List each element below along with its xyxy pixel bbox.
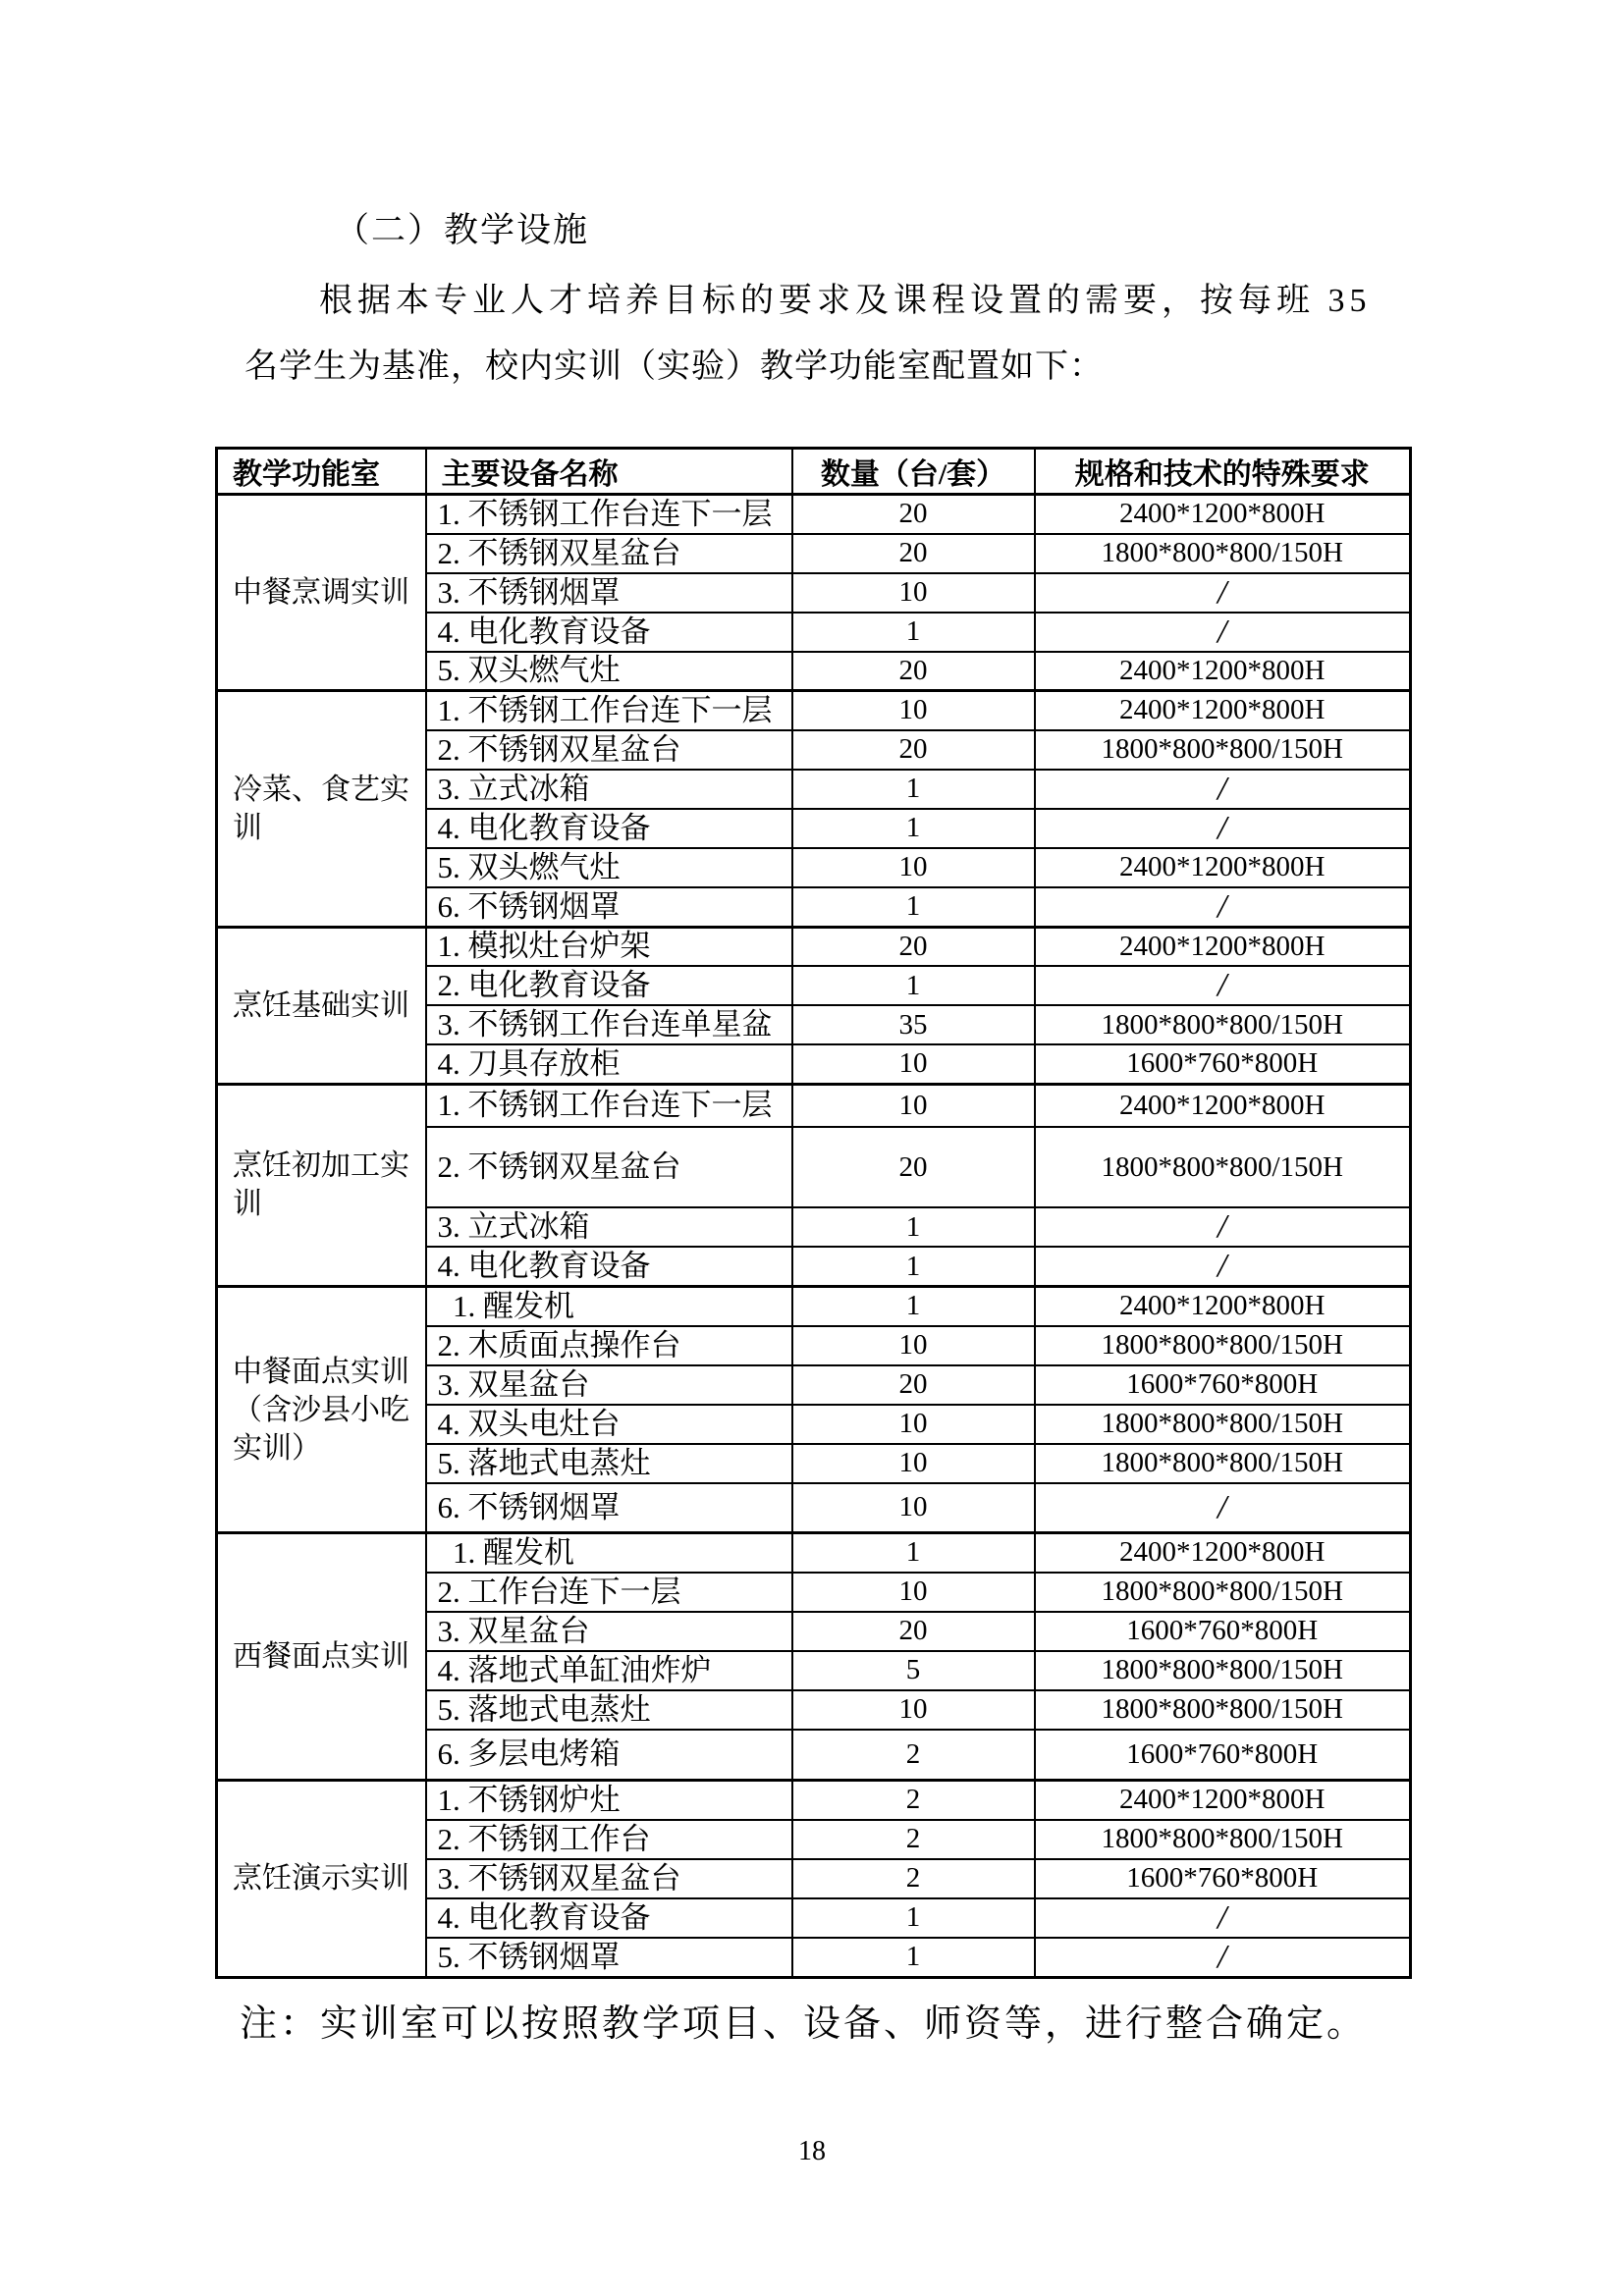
spec-cell: 1800*800*800/150H [1035,534,1411,573]
quantity-cell: 2 [792,1820,1035,1859]
spec-cell: 1800*800*800/150H [1035,1405,1411,1444]
device-cell: 4. 刀具存放柜 [426,1044,792,1084]
spec-cell: 1600*760*800H [1035,1612,1411,1651]
footnote: 注：实训室可以按照教学项目、设备、师资等，进行整合确定。 [240,2003,1368,2045]
spec-cell: 2400*1200*800H [1035,495,1411,534]
quantity-cell: 10 [792,573,1035,613]
section-heading: （二）教学设施 [335,211,590,249]
device-cell: 6. 多层电烤箱 [426,1730,792,1781]
device-cell: 4. 双头电灶台 [426,1405,792,1444]
device-cell: 3. 不锈钢烟罩 [426,573,792,613]
table-row [217,495,1411,534]
spec-cell: 1800*800*800/150H [1035,1444,1411,1483]
spec-cell: 1800*800*800/150H [1035,1127,1411,1207]
spec-cell: 1600*760*800H [1035,1859,1411,1898]
spec-cell: 1800*800*800/150H [1035,1573,1411,1612]
spec-cell: / [1035,966,1411,1005]
room-cell: 烹饪基础实训 [217,927,426,1084]
device-cell: 3. 立式冰箱 [426,770,792,809]
room-cell: 烹饪演示实训 [217,1781,426,1978]
spec-cell: 1600*760*800H [1035,1365,1411,1405]
room-cell: 中餐烹调实训 [217,495,426,691]
device-cell: 5. 双头燃气灶 [426,848,792,887]
table-row [217,1781,1411,1820]
quantity-cell: 1 [792,1287,1035,1326]
intro-paragraph-line2: 名学生为基准，校内实训（实验）教学功能室配置如下： [244,348,1104,385]
quantity-cell: 20 [792,730,1035,770]
quantity-cell: 20 [792,1612,1035,1651]
page-number: 18 [798,2136,826,2166]
device-cell: 6. 不锈钢烟罩 [426,887,792,928]
quantity-cell: 35 [792,1005,1035,1044]
spec-cell: 1800*800*800/150H [1035,1690,1411,1730]
device-cell: 4. 电化教育设备 [426,1898,792,1938]
spec-cell: / [1035,1938,1411,1978]
column-header: 主要设备名称 [426,449,792,495]
spec-cell: 2400*1200*800H [1035,1533,1411,1573]
table-row [217,1287,1411,1326]
quantity-cell: 20 [792,652,1035,691]
table-row [217,691,1411,730]
quantity-cell: 10 [792,1084,1035,1127]
device-cell: 1. 不锈钢工作台连下一层 [426,1084,792,1127]
intro-paragraph-line1: 根据本专业人才培养目标的要求及课程设置的需要，按每班 35 [319,283,1372,319]
quantity-cell: 10 [792,1573,1035,1612]
device-cell: 5. 双头燃气灶 [426,652,792,691]
spec-cell: 2400*1200*800H [1035,927,1411,966]
quantity-cell: 1 [792,1247,1035,1287]
quantity-cell: 1 [792,1207,1035,1247]
quantity-cell: 10 [792,1444,1035,1483]
room-cell: 中餐面点实训（含沙县小吃实训） [217,1287,426,1533]
quantity-cell: 1 [792,809,1035,848]
quantity-cell: 20 [792,534,1035,573]
table-row [217,1084,1411,1127]
device-cell: 1. 不锈钢工作台连下一层 [426,495,792,534]
spec-cell: 1800*800*800/150H [1035,1005,1411,1044]
column-header: 教学功能室 [217,449,426,495]
quantity-cell: 2 [792,1781,1035,1820]
quantity-cell: 1 [792,613,1035,652]
quantity-cell: 10 [792,1044,1035,1084]
spec-cell: / [1035,573,1411,613]
column-header: 规格和技术的特殊要求 [1035,449,1411,495]
quantity-cell: 1 [792,770,1035,809]
device-cell: 1. 醒发机 [426,1533,792,1573]
device-cell: 2. 电化教育设备 [426,966,792,1005]
spec-cell: 2400*1200*800H [1035,691,1411,730]
spec-cell: 2400*1200*800H [1035,1084,1411,1127]
device-cell: 4. 电化教育设备 [426,809,792,848]
device-cell: 1. 不锈钢炉灶 [426,1781,792,1820]
device-cell: 2. 木质面点操作台 [426,1326,792,1365]
spec-cell: / [1035,1207,1411,1247]
device-cell: 4. 电化教育设备 [426,1247,792,1287]
quantity-cell: 1 [792,887,1035,928]
room-cell: 冷菜、食艺实训 [217,691,426,928]
quantity-cell: 10 [792,691,1035,730]
device-cell: 2. 工作台连下一层 [426,1573,792,1612]
device-cell: 1. 不锈钢工作台连下一层 [426,691,792,730]
quantity-cell: 2 [792,1730,1035,1781]
quantity-cell: 10 [792,848,1035,887]
table-row [217,1533,1411,1573]
table-row [217,927,1411,966]
quantity-cell: 10 [792,1326,1035,1365]
quantity-cell: 1 [792,1533,1035,1573]
table-header-row [217,449,1411,495]
room-cell: 烹饪初加工实训 [217,1084,426,1287]
spec-cell: 1600*760*800H [1035,1730,1411,1781]
quantity-cell: 20 [792,1365,1035,1405]
spec-cell: 1800*800*800/150H [1035,1326,1411,1365]
spec-cell: / [1035,1898,1411,1938]
quantity-cell: 2 [792,1859,1035,1898]
device-cell: 2. 不锈钢双星盆台 [426,534,792,573]
spec-cell: / [1035,1483,1411,1533]
device-cell: 2. 不锈钢双星盆台 [426,730,792,770]
quantity-cell: 10 [792,1405,1035,1444]
device-cell: 3. 双星盆台 [426,1612,792,1651]
spec-cell: 1800*800*800/150H [1035,1820,1411,1859]
device-cell: 6. 不锈钢烟罩 [426,1483,792,1533]
quantity-cell: 1 [792,1938,1035,1978]
device-cell: 4. 电化教育设备 [426,613,792,652]
spec-cell: 1800*800*800/150H [1035,730,1411,770]
facilities-table [215,447,1412,1979]
quantity-cell: 1 [792,966,1035,1005]
spec-cell: 1800*800*800/150H [1035,1651,1411,1690]
device-cell: 5. 落地式电蒸灶 [426,1690,792,1730]
table-body [217,495,1411,1978]
quantity-cell: 20 [792,1127,1035,1207]
spec-cell: / [1035,613,1411,652]
spec-cell: / [1035,809,1411,848]
spec-cell: 2400*1200*800H [1035,848,1411,887]
spec-cell: 2400*1200*800H [1035,652,1411,691]
device-cell: 3. 双星盆台 [426,1365,792,1405]
device-cell: 4. 落地式单缸油炸炉 [426,1651,792,1690]
device-cell: 3. 不锈钢双星盆台 [426,1859,792,1898]
spec-cell: / [1035,770,1411,809]
spec-cell: 2400*1200*800H [1035,1287,1411,1326]
room-cell: 西餐面点实训 [217,1533,426,1781]
quantity-cell: 20 [792,495,1035,534]
quantity-cell: 10 [792,1483,1035,1533]
quantity-cell: 5 [792,1651,1035,1690]
device-cell: 3. 不锈钢工作台连单星盆 [426,1005,792,1044]
quantity-cell: 1 [792,1898,1035,1938]
device-cell: 3. 立式冰箱 [426,1207,792,1247]
device-cell: 5. 不锈钢烟罩 [426,1938,792,1978]
column-header: 数量（台/套） [792,449,1035,495]
device-cell: 5. 落地式电蒸灶 [426,1444,792,1483]
spec-cell: 1600*760*800H [1035,1044,1411,1084]
quantity-cell: 10 [792,1690,1035,1730]
device-cell: 2. 不锈钢工作台 [426,1820,792,1859]
device-cell: 2. 不锈钢双星盆台 [426,1127,792,1207]
spec-cell: / [1035,887,1411,928]
device-cell: 1. 模拟灶台炉架 [426,927,792,966]
spec-cell: / [1035,1247,1411,1287]
spec-cell: 2400*1200*800H [1035,1781,1411,1820]
quantity-cell: 20 [792,927,1035,966]
device-cell: 1. 醒发机 [426,1287,792,1326]
